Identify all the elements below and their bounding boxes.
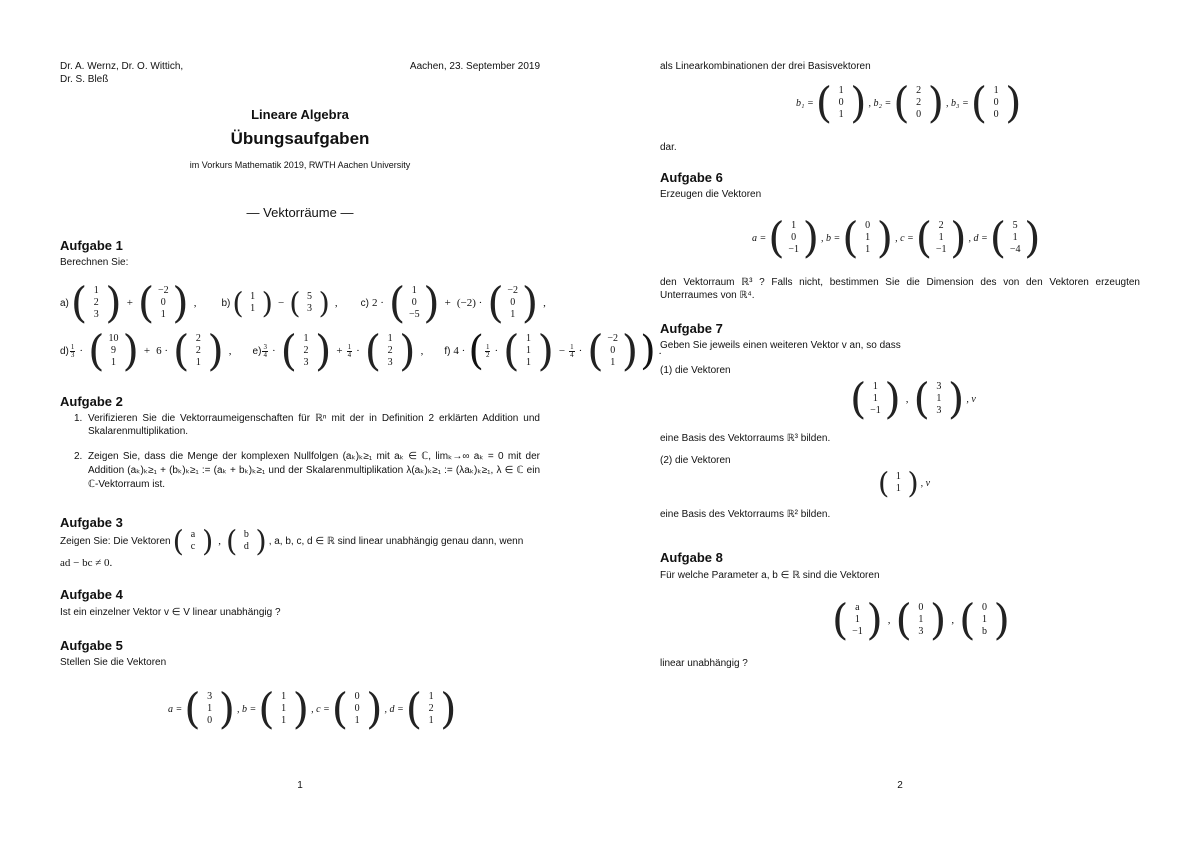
aufgabe-7-vectors-1: ( 1 1 −1 ) , ( 3 1 3 ) , v (850, 374, 976, 423)
plus-sign: + (336, 345, 343, 357)
plus-sign: + (126, 297, 133, 309)
place-date: Aachen, 23. September 2019 (409, 61, 540, 72)
aufgabe-1-heading: Aufgabe 1 (60, 238, 123, 253)
vector-a8-3: ( 0 1 b ) (959, 595, 1010, 644)
label-a: a) (60, 297, 69, 309)
subtitle: im Vorkurs Mathematik 2019, RWTH Aachen University (189, 160, 411, 170)
aufgabe-5-intro: Stellen Sie die Vektoren (60, 657, 167, 668)
aufgabe-8-intro: Für welche Parameter a, b ∈ ℝ sind die Vektoren (660, 570, 880, 581)
aufgabe-8-outro: linear unabhängig ? (660, 658, 748, 669)
label-b: b) (221, 297, 231, 309)
aufgabe-8-heading: Aufgabe 8 (660, 550, 723, 565)
vector-b2: ( 2 2 0 ) (893, 78, 945, 127)
vector-a6-d: ( 5 1 −4 ) (989, 213, 1041, 262)
vector-a5-d: ( 1 2 1 ) (405, 684, 457, 733)
basis-vectors: b₁ = ( 1 0 1 ) , b₂ = ( 2 2 0 ) , b₃ = ( 1 0 0 ) (796, 78, 1022, 127)
title-uebungsaufgaben: Übungsaufgaben (230, 129, 370, 148)
vector-a1b-2: ( 5 3 ) (289, 286, 330, 320)
title-lineare-algebra: Lineare Algebra (251, 107, 349, 122)
aufgabe-6-intro: Erzeugen die Vektoren (660, 189, 762, 200)
plus-sign: + (444, 297, 451, 309)
aufgabe-7-basis-3: eine Basis des Vektorraums ℝ³ bilden. (660, 433, 831, 444)
aufgabe-7-part-2: (2) die Vektoren (660, 455, 731, 466)
vector-a5-a: ( 3 1 0 ) (184, 684, 236, 733)
fraction: $\frac{3}{4}$ (263, 342, 267, 359)
comma: , (228, 345, 232, 357)
label-c: c) (360, 297, 369, 309)
scalar: 6 · (156, 345, 168, 357)
label-d: d) (60, 345, 69, 357)
vector-a3-1: ( a c ) (172, 524, 214, 558)
aufgabe-6-text: den Vektorraum ℝ³ ? Falls nicht, bestimmen Sie die Dimension des von den Vektoren erzeugten Unterraumes von ℝ⁴. (660, 277, 1140, 301)
aufgabe-4-text: Ist ein einzelner Vektor v ∈ V linear unabhängig ? (60, 607, 281, 618)
list-text: Zeigen Sie, dass die Menge der komplexen Nullfolgen (aₖ)ₖ≥₁ mit aₖ ∈ ℂ, limₖ→∞ aₖ = 0 mit der Addition (aₖ)ₖ≥₁ + (bₖ)ₖ≥₁ := (aₖ + bₖ)ₖ≥₁ und der Skalarenmultiplikation λ(aₖ)ₖ≥₁ := (λaₖ)ₖ≥₁, λ ∈ ℂ ein ℂ-Vektorraum ist. (88, 451, 540, 490)
vector-a7-1: ( 1 1 −1 ) (850, 374, 901, 423)
vector-a7-2: ( 3 1 3 ) (913, 374, 965, 423)
aufgabe-3-condition: ad − bc ≠ 0. (60, 557, 113, 569)
minus-sign: − (278, 297, 285, 309)
label-e: e) (252, 345, 262, 357)
vector-a7-3: ( 1 1 ) (878, 466, 919, 500)
comma: , (543, 297, 546, 309)
dot: · (79, 345, 84, 357)
vector-a8-2: ( 0 1 3 ) (895, 595, 947, 644)
vector-a1d-1: ( 10 9 1 ) (88, 326, 139, 375)
aufgabe-7-vectors-2: ( 1 1 ) , v (878, 466, 931, 500)
page-number-2: 2 (897, 780, 903, 791)
aufgabe-5-vectors: a = ( 3 1 0 ) , b = ( 1 1 1 ) , c = ( 0 0 1 ) , d = ( 1 2 1 ) (168, 684, 457, 733)
aufgabe-6-heading: Aufgabe 6 (660, 170, 723, 185)
aufgabe-2-item-1 (74, 412, 540, 438)
vector-a1c-1: ( 1 0 −5 ) (388, 278, 440, 327)
comma: , (420, 345, 424, 357)
aufgabe-2-heading: Aufgabe 2 (60, 394, 123, 409)
vector-a1b-1: ( 1 1 ) (232, 286, 273, 320)
aufgabe-5-heading: Aufgabe 5 (60, 638, 123, 653)
aufgabe-1-row-1 (60, 280, 549, 326)
vector-a6-b: ( 0 1 1 ) (842, 213, 894, 262)
fraction: $\frac{1}{4}$ (570, 342, 574, 359)
list-text: Verifizieren Sie die Vektorraumeigenschaften für ℝⁿ mit der in Definition 2 erklärten Addition und Skalarenmultiplikation. (88, 413, 540, 437)
aufgabe-3-heading: Aufgabe 3 (60, 515, 123, 530)
aufgabe-3-text: Zeigen Sie: Die Vektoren ( a c ) , ( b d ) , a, b, c, d ∈ ℝ sind linear unabhängig genau dann, wenn (60, 524, 524, 558)
vector-a5-c: ( 0 0 1 ) (331, 684, 383, 733)
authors (60, 60, 183, 86)
authors-line-1: Dr. A. Wernz, Dr. O. Wittich, (60, 61, 184, 72)
aufgabe-2-item-2 (74, 450, 540, 492)
aufgabe-1-row-2: d) $\frac{1}{3}$ · ( 10 9 1 ) + 6 · ( 2 2 1 ) , e) $\frac{3}{4}$ · ( 1 2 3 ) + $\frac{1}{4}$ · ( 1 2 3 ) , f) 4 · ( $\frac{1}{2}$ · ( 1 1 1 ) − $\frac{1}{4}$ · ( −2 0 1 ) ) . (60, 326, 662, 375)
minus-sign: − (558, 345, 566, 357)
aufgabe-6-vectors: a = ( 1 0 −1 ) , b = ( 0 1 1 ) , c = ( 2 1 −1 ) , d = ( 5 1 −4 ) (752, 213, 1041, 262)
text: , a, b, c, d ∈ ℝ sind linear unabhängig genau dann, wenn (268, 535, 524, 547)
fraction: $\frac{1}{3}$ (70, 342, 75, 359)
page-2 (600, 0, 1200, 849)
scalar: (−2) · (456, 297, 483, 309)
vector-a1a-1: ( 1 2 3 ) (70, 278, 122, 327)
vector-a1a-2: ( −2 0 1 ) (137, 278, 189, 327)
fraction: $\frac{1}{4}$ (347, 342, 352, 359)
vector-a1d-2: ( 2 2 1 ) (173, 326, 224, 375)
vector-a6-a: ( 1 0 −1 ) (768, 213, 820, 262)
dot: · (356, 345, 360, 357)
vector-a1f-2: ( −2 0 1 ) (587, 326, 639, 375)
text: Zeigen Sie: Die Vektoren (60, 535, 171, 547)
vector-b3: ( 1 0 0 ) (970, 78, 1022, 127)
authors-line-2: Dr. S. Bleß (60, 74, 109, 85)
vector-a6-c: ( 2 1 −1 ) (915, 213, 967, 262)
page-number-1: 1 (297, 780, 303, 791)
list-number: 2. (74, 451, 83, 462)
aufgabe-1-intro: Berechnen Sie: (60, 257, 129, 268)
aufgabe-5-continuation: als Linearkombinationen der drei Basisvektoren (660, 61, 871, 72)
aufgabe-7-heading: Aufgabe 7 (660, 321, 723, 336)
comma: , (193, 297, 197, 309)
period: . (658, 345, 662, 357)
scalar: 4 · (453, 345, 466, 357)
fraction: $\frac{1}{2}$ (485, 342, 490, 359)
label-f: f) (444, 345, 451, 357)
aufgabe-7-basis-2: eine Basis des Vektorraums ℝ² bilden. (660, 509, 831, 520)
list-number: 1. (74, 413, 83, 424)
aufgabe-7-intro: Geben Sie jeweils einen weiteren Vektor v an, so dass (660, 340, 901, 351)
vector-b1: ( 1 0 1 ) (815, 78, 867, 127)
vector-a1e-1: ( 1 2 3 ) (280, 326, 332, 375)
vector-a1c-2: ( −2 0 1 ) (487, 278, 539, 327)
aufgabe-7-part-1: (1) die Vektoren (660, 365, 731, 376)
aufgabe-8-vectors: ( a 1 −1 ) , ( 0 1 3 ) , ( 0 1 b ) (832, 595, 1010, 644)
vector-a3-2: ( b d ) (226, 524, 267, 558)
section-title: — Vektorräume — (246, 205, 354, 220)
dar-text: dar. (660, 142, 677, 153)
vector-a1e-2: ( 1 2 3 ) (364, 326, 416, 375)
dot: · (494, 345, 499, 357)
plus-sign: + (143, 345, 151, 357)
vector-a8-1: ( a 1 −1 ) (832, 595, 883, 644)
dot: · (271, 345, 276, 357)
vector-a1f-1: ( 1 1 1 ) (503, 326, 554, 375)
dot: · (578, 345, 583, 357)
scalar: 2 · (371, 297, 384, 309)
vector-a5-b: ( 1 1 1 ) (258, 684, 310, 733)
aufgabe-4-heading: Aufgabe 4 (60, 587, 123, 602)
comma: , (334, 297, 338, 309)
